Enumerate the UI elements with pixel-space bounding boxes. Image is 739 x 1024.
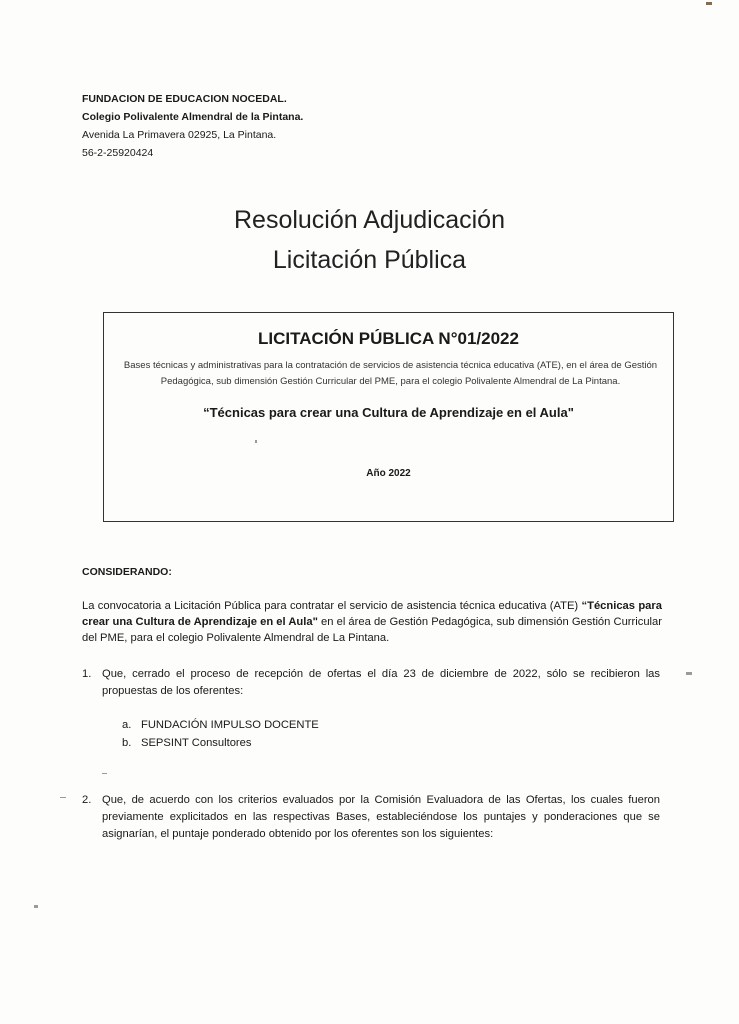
offeror-item [122,716,319,734]
doc-title-line1: Resolución Adjudicación [233,206,505,234]
scan-speck [34,905,38,908]
letterhead [82,90,303,162]
org-name: FUNDACION DE EDUCACION NOCEDAL. [82,93,287,105]
offeror-name: SEPSINT Consultores [141,737,252,749]
offeror-label: b. [122,737,132,749]
offeror-name: FUNDACIÓN IMPULSO DOCENTE [141,719,319,731]
list-item-text: Que, cerrado el proceso de recepción de ofertas el día 23 de diciembre de 2022, sólo se recibieron las propuestas de los oferentes: [102,668,660,697]
scan-speck [706,2,712,5]
tender-quote: “Técnicas para crear una Cultura de Aprendizaje en el Aula" [203,405,574,420]
scan-speck [102,773,107,774]
tender-heading: LICITACIÓN PÚBLICA N°01/2022 [258,329,519,348]
list-item-number: 2. [82,794,92,806]
considerando-heading: CONSIDERANDO: [82,566,172,578]
phone: 56-2-25920424 [82,147,154,159]
tender-description: Bases técnicas y administrativas para la contratación de servicios de asistencia técnica educativa (ATE), en el área de Gestión Pedagógica, sub dimensión Gestión Curricular del PME, para el colegio Polivalente Almendral de La Pintana. [123,360,658,387]
school-name: Colegio Polivalente Almendral de la Pintana. [82,111,304,123]
tender-year: Año 2022 [366,468,411,479]
scan-speck [60,797,66,798]
intro-text-2: en el área de Gestión Pedagógica, sub dimensión Gestión Curricular del PME, para el colegio Polivalente Almendral de La Pintana. [82,616,662,644]
intro-paragraph [82,598,662,646]
list-item-text: Que, de acuerdo con los criterios evaluados por la Comisión Evaluadora de las Ofertas, los cuales fueron previamente explicitados en las respectivas Bases, estableciéndose los puntajes y ponderaciones que se asignarían, el puntaje ponderado obtenido por los oferentes son los siguientes: [102,794,660,840]
offeror-item [122,734,251,752]
intro-bold-title: “Técnicas para crear una Cultura de Aprendizaje en el Aula" [82,600,662,628]
tender-box [103,312,674,522]
scan-speck [255,440,257,443]
offeror-label: a. [122,719,132,731]
intro-text-1: La convocatoria a Licitación Pública para contratar el servicio de asistencia técnica educativa (ATE) [82,600,582,612]
scan-speck [686,672,692,675]
doc-title-line2: Licitación Pública [272,246,467,274]
address: Avenida La Primavera 02925, La Pintana. [82,129,277,141]
list-item-number: 1. [82,668,92,680]
